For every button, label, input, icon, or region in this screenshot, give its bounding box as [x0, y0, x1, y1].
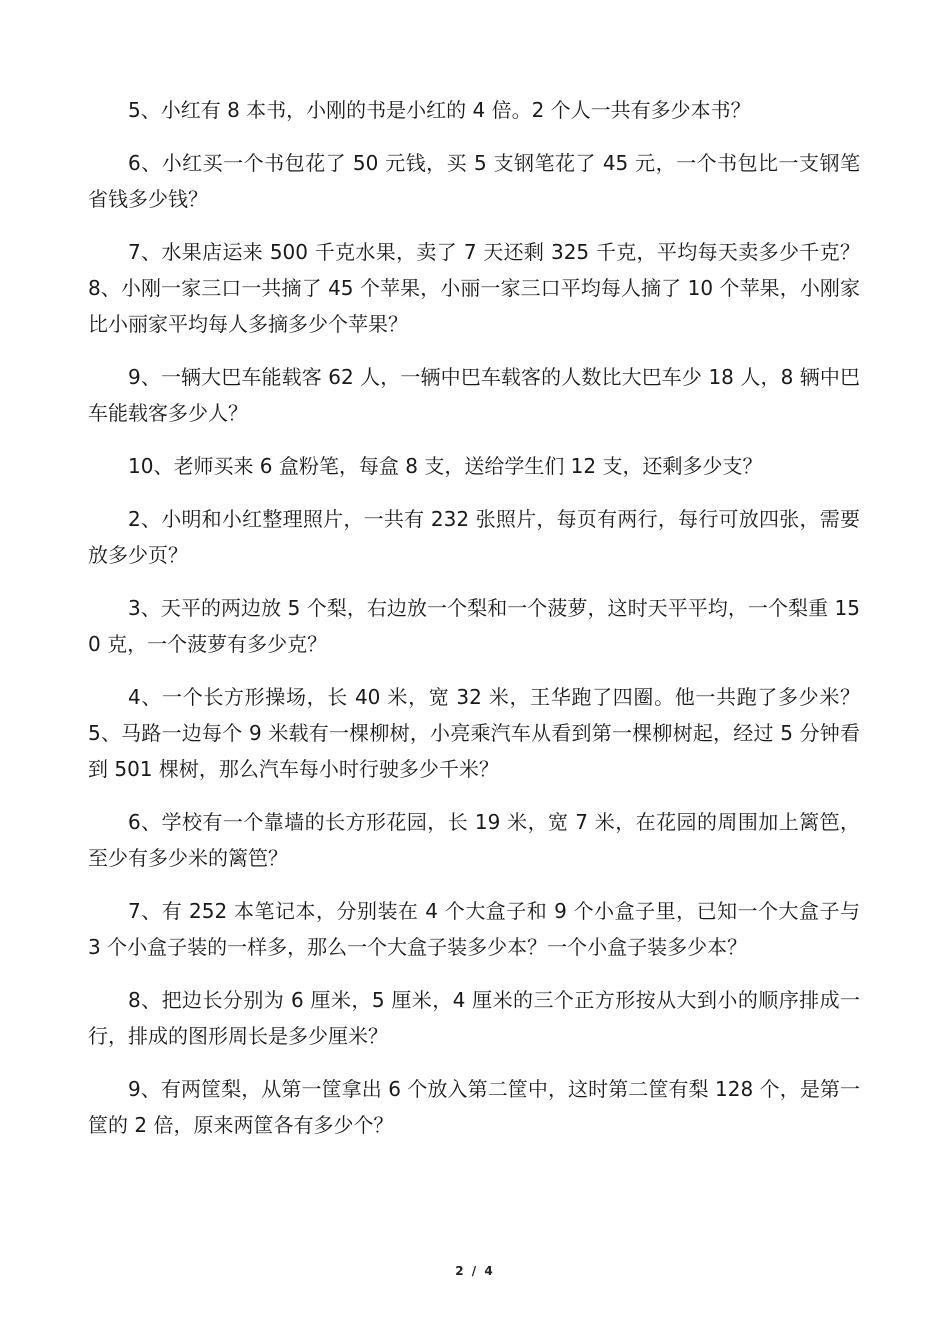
- problem-paragraph: 9、有两筐梨，从第一筐拿出 6 个放入第二筐中，这时第二筐有梨 128 个，是第一筐的 2 倍，原来两筐各有多少个？: [88, 1077, 860, 1137]
- problem-paragraph: 2、小明和小红整理照片，一共有 232 张照片，每页有两行，每行可放四张，需要放多少页？: [88, 507, 860, 567]
- problem-paragraph: 7、有 252 本笔记本，分别装在 4 个大盒子和 9 个小盒子里，已知一个大盒子与 3 个小盒子装的一样多，那么一个大盒子装多少本？一个小盒子装多少本？: [88, 899, 860, 959]
- problem-paragraph: 7、水果店运来 500 千克水果，卖了 7 天还剩 325 千克，平均每天卖多少千克？8、小刚一家三口一共摘了 45 个苹果，小丽一家三口平均每人摘了 10 个苹果，小刚家比小丽家平均每人多摘多少个苹果？: [88, 240, 860, 336]
- document-body: [88, 92, 860, 1160]
- problem-paragraph: 9、一辆大巴车能载客 62 人，一辆中巴车载客的人数比大巴车少 18 人，8 辆中巴车能载客多少人？: [88, 365, 860, 425]
- problem-paragraph: 5、小红有 8 本书，小刚的书是小红的 4 倍。2 个人一共有多少本书？: [128, 98, 751, 122]
- page-number: 2 / 4: [455, 1264, 495, 1278]
- problem-paragraph: 3、天平的两边放 5 个梨，右边放一个梨和一个菠萝，这时天平平均，一个梨重 150 克，一个菠萝有多少克？: [88, 596, 860, 656]
- problem-paragraph: 10、老师买来 6 盒粉笔，每盒 8 支，送给学生们 12 支，还剩多少支？: [128, 454, 763, 478]
- problem-paragraph: 4、一个长方形操场，长 40 米，宽 32 米，王华跑了四圈。他一共跑了多少米？5、马路一边每个 9 米载有一棵柳树，小亮乘汽车从看到第一棵柳树起，经过 5 分钟看到 501 棵树，那么汽车每小时行驶多少千米？: [88, 685, 860, 781]
- problem-paragraph: 8、把边长分别为 6 厘米，5 厘米，4 厘米的三个正方形按从大到小的顺序排成一行，排成的图形周长是多少厘米？: [88, 988, 860, 1048]
- problem-paragraph: 6、小红买一个书包花了 50 元钱，买 5 支钢笔花了 45 元，一个书包比一支钢笔省钱多少钱？: [88, 151, 860, 211]
- problem-paragraph: 6、学校有一个靠墙的长方形花园，长 19 米，宽 7 米，在花园的周围加上篱笆，至少有多少米的篱笆？: [88, 810, 860, 870]
